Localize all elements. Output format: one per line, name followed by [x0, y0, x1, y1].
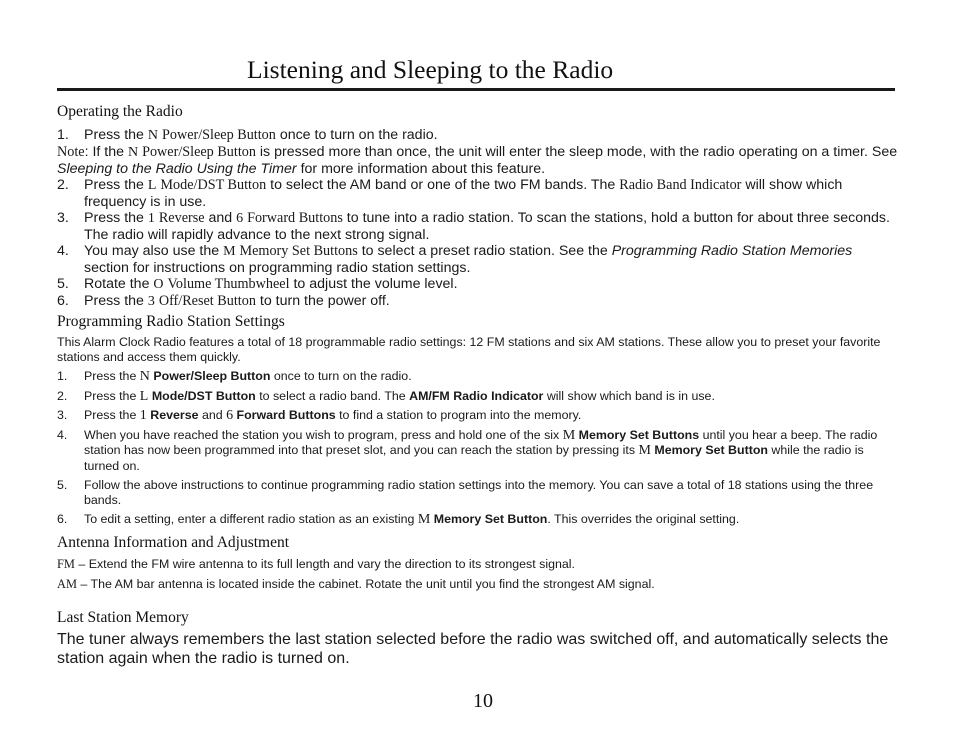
operating-step-5: 5. Rotate the O Volume Thumbwheel to adjust the volume level. — [57, 276, 458, 292]
heading-operating-radio: Operating the Radio — [57, 103, 183, 120]
power-sleep-button-ref: Power/Sleep Button — [161, 127, 276, 143]
operating-step-3: 3. Press the 1 Reverse and 6 Forward Buttons to tune into a radio station. To scan the stations, hold a button for about three seconds. The radio will rapidly advance to the next strong signal. — [57, 210, 890, 243]
key-n: N — [147, 128, 159, 143]
antenna-fm: FM – Extend the FM wire antenna to its full length and vary the direction to its strongest signal. — [57, 557, 575, 571]
programming-section-ref: Programming Radio Station Memories — [611, 243, 853, 259]
operating-step-1: 1. Press the N Power/Sleep Button once to turn on the radio. — [57, 127, 438, 143]
heading-programming-settings: Programming Radio Station Settings — [57, 313, 285, 330]
programming-step-5: 5. Follow the above instructions to continue programming radio station settings into the memory. You can save a total of 18 stations using the three bands. — [57, 478, 874, 507]
programming-steps — [57, 369, 899, 528]
programming-step-4: 4. When you have reached the station you wish to program, press and hold one of the six M Memory Set Buttons until you hear a beep. The radio station has now been programmed into that preset slot, and you can reach the station by pressing its M Memory Set Button while the radio is turned on. — [57, 427, 878, 473]
programming-step-6: 6. To edit a setting, enter a different radio station as an existing M Memory Set Button. This overrides the original setting. — [57, 512, 740, 527]
programming-step-2: 2. Press the L Mode/DST Button to select a radio band. The AM/FM Radio Indicator will show which band is in use. — [57, 388, 715, 404]
last-station-text: The tuner always remembers the last station selected before the radio was switched off, and automatically selects the station again when the radio is turned on. — [57, 631, 889, 667]
operating-step-2: 2. Press the L Mode/DST Button to select the AM band or one of the two FM bands. The Radio Band Indicator will show which frequency is in use. — [57, 177, 843, 210]
timer-section-ref: Sleeping to the Radio Using the Timer — [57, 161, 297, 177]
operating-step-4: 4. You may also use the M Memory Set Buttons to select a preset radio station. See the Programming Radio Station Memories section for instructions on programming radio station settings. — [57, 243, 853, 276]
antenna-am: AM – The AM bar antenna is located inside the cabinet. Rotate the unit until you find the strongest AM signal. — [57, 577, 655, 591]
programming-intro: This Alarm Clock Radio features a total of 18 programmable radio settings: 12 FM stations and six AM stations. These allow you to preset your favorite stations and access them quickly. — [57, 335, 881, 364]
operating-steps — [57, 127, 899, 310]
heading-antenna: Antenna Information and Adjustment — [57, 534, 290, 551]
page-title: Listening and Sleeping to the Radio — [247, 55, 614, 84]
heading-last-station: Last Station Memory — [57, 609, 189, 626]
operating-note: Note: If the N Power/Sleep Button is pressed more than once, the unit will enter the sleep mode, with the radio operating on a timer. See Sleeping to the Radio Using the Timer for more information about this feature. — [57, 144, 898, 177]
page-number: 10 — [473, 690, 493, 712]
programming-step-1: 1. Press the N Power/Sleep Button once to turn on the radio. — [57, 369, 412, 384]
programming-step-3: 3. Press the 1 Reverse and 6 Forward Buttons to find a station to program into the memory. — [57, 408, 582, 423]
operating-step-6: 6. Press the 3 Off/Reset Button to turn the power off. — [57, 293, 390, 309]
title-divider — [57, 88, 895, 91]
